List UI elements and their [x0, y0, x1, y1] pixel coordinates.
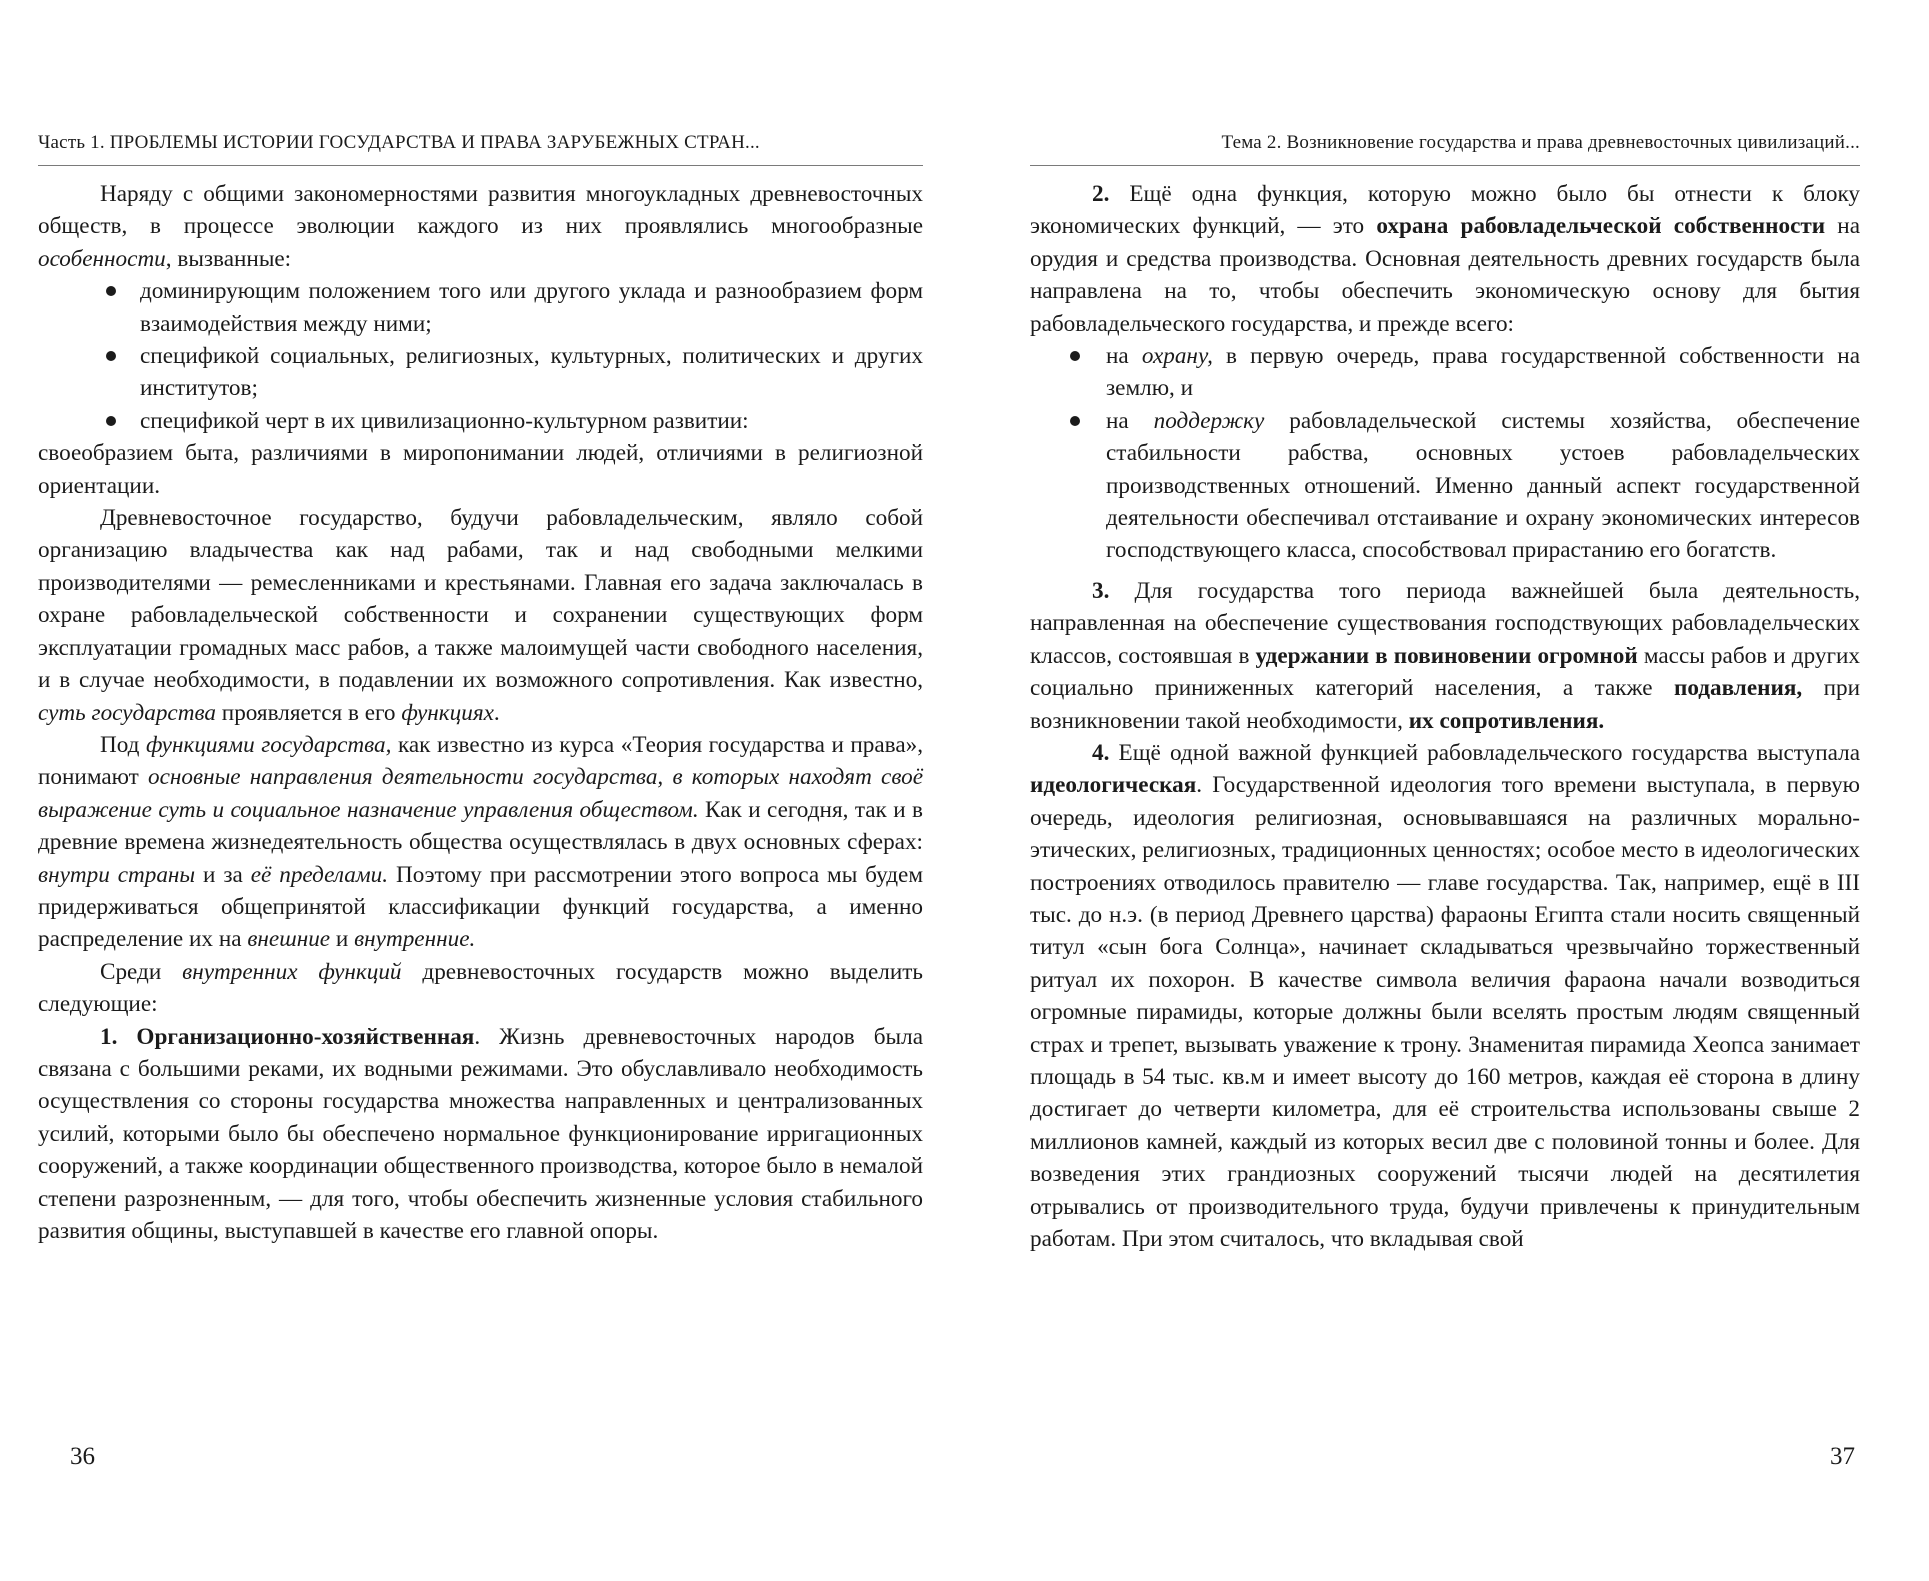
left-running-head: Часть 1. ПРОБЛЕМЫ ИСТОРИИ ГОСУДАРСТВА И ПРАВА ЗАРУБЕЖНЫХ СТРАН... — [38, 130, 923, 166]
paragraph: Среди внутренних функций древневосточных государств можно выделить следующие: — [38, 958, 923, 1018]
bullet-item: доминирующим положением того или другого уклада и разнообразием форм взаимодействия между ними; — [106, 275, 923, 340]
right-body — [1030, 178, 1860, 1255]
bullet-icon — [106, 351, 116, 361]
bullet-item: на поддержку рабовладельческой системы хозяйства, обеспечение стабильности рабства, основных устоев рабовладельческих производственных отношений. Именно данный аспект государственной деятельности обеспечивал отстаивание и охрану экономических интересов господствующего класса, способствовал прирастанию его богатств. — [1070, 405, 1860, 567]
bullet-item: на охрану, в первую очередь, права государственной собственности на землю, и — [1070, 340, 1860, 405]
paragraph: Наряду с общими закономерностями развития многоукладных древневосточных обществ, в процессе эволюции каждого из них проявлялись многообразные особенности, вызванные: — [38, 181, 923, 272]
bullet-continuation: своеобразием быта, различиями в миропонимании людей, отличиями в религиозной ориентации. — [38, 440, 923, 499]
bullet-item: спецификой социальных, религиозных, культурных, политических и других институтов; — [106, 340, 923, 405]
right-running-head: Тема 2. Возникновение государства и права древневосточных цивилизаций... — [1030, 130, 1860, 166]
bullet-icon — [106, 416, 116, 426]
bullet-icon — [1070, 351, 1080, 361]
right-page — [1030, 130, 1860, 1255]
paragraph: 4. Ещё одной важной функцией рабовладельческого государства выступала идеологическая. Государственной идеология того времени выступала, в первую очередь, идеология религиозная, основывавшаяся на различных морально-этических, религиозных, традиционных ценностях; особое место в идеологических построениях отводилось правителю — главе государства. Так, например, ещё в III тыс. до н.э. (в период Древнего царства) фараоны Египта стали носить священный титул «сын бога Солнца», начинает складываться чрезвычайно торжественный ритуал их похорон. В качестве символа величия фараона начали возводиться огромные пирамиды, которые должны были вселять простым людям священный страх и трепет, вызывать уважение к трону. Знаменитая пирамида Хеопса занимает площадь в 54 тыс. кв.м и имеет высоту до 160 метров, каждая её сторона в длину достигает до четверти километра, для её строительства использованы свыше 2 миллионов камней, каждый из которых весил две с половиной тонны и более. Для возведения этих грандиозных сооружений тысячи людей на десятилетия отрывались от производительного труда, будучи привлечены к принудительным работам. При этом считалось, что вкладывая свой — [1030, 739, 1860, 1252]
left-page-number: 36 — [70, 1443, 95, 1470]
bullet-icon — [1070, 416, 1080, 426]
paragraph: 1. Организационно-хозяйственная. Жизнь древневосточных народов была связана с большими реками, их водными режимами. Это обуславливало необходимость осуществления со стороны государства множества направленных и централизованных усилий, которыми было бы обеспечено нормальное функционирование ирригационных сооружений, а также координации общественного производства, которое было в немалой степени разрозненным, — для того, чтобы обеспечить жизненные условия стабильного развития общины, выступавшей в качестве его главной опоры. — [38, 1023, 924, 1244]
right-page-number: 37 — [1830, 1443, 1855, 1470]
bullet-icon — [106, 286, 116, 296]
left-page — [38, 130, 923, 1247]
left-body — [38, 178, 923, 1247]
bullet-item: спецификой черт в их цивилизационно-культурном развитии: — [106, 405, 923, 437]
paragraph: 3. Для государства того периода важнейшей была деятельность, направленная на обеспечение существования господствующих рабовладельческих классов, состоявшая в удержании в повиновении огромной массы рабов и других социально приниженных категорий населения, а также подавления, при возникновении такой необходимости, их сопротивления. — [1030, 577, 1860, 734]
paragraph: 2. Ещё одна функция, которую можно было бы отнести к блоку экономических функций, — это охрана рабовладельческой собственности на орудия и средства производства. Основная деятельность древних государств была направлена на то, чтобы обеспечить экономическую основу для бытия рабовладельческого государства, и прежде всего: — [1030, 181, 1861, 337]
paragraph: Древневосточное государство, будучи рабовладельческим, являло собой организацию владычества как над рабами, так и над свободными мелкими производителями — ремесленниками и крестьянами. Главная его задача заключалась в охране рабовладельческой собственности и сохранении существующих форм эксплуатации громадных масс рабов, а также малоимущей части свободного населения, и в случае необходимости, в подавлении их возможного сопротивления. Как известно, суть государства проявляется в его функциях. — [38, 505, 923, 726]
paragraph: Под функциями государства, как известно из курса «Теория государства и права», понимают основные направления деятельности государства, в которых находят своё выражение суть и социальное назначение управления обществом. Как и сегодня, так и в древние времена жизнедеятельность общества осуществлялась в двух основных сферах: внутри страны и за её пределами. Поэтому при рассмотрении этого вопроса мы будем придерживаться общепринятой классификации функций государства, а именно распределение их на внешние и внутренние. — [38, 731, 923, 953]
